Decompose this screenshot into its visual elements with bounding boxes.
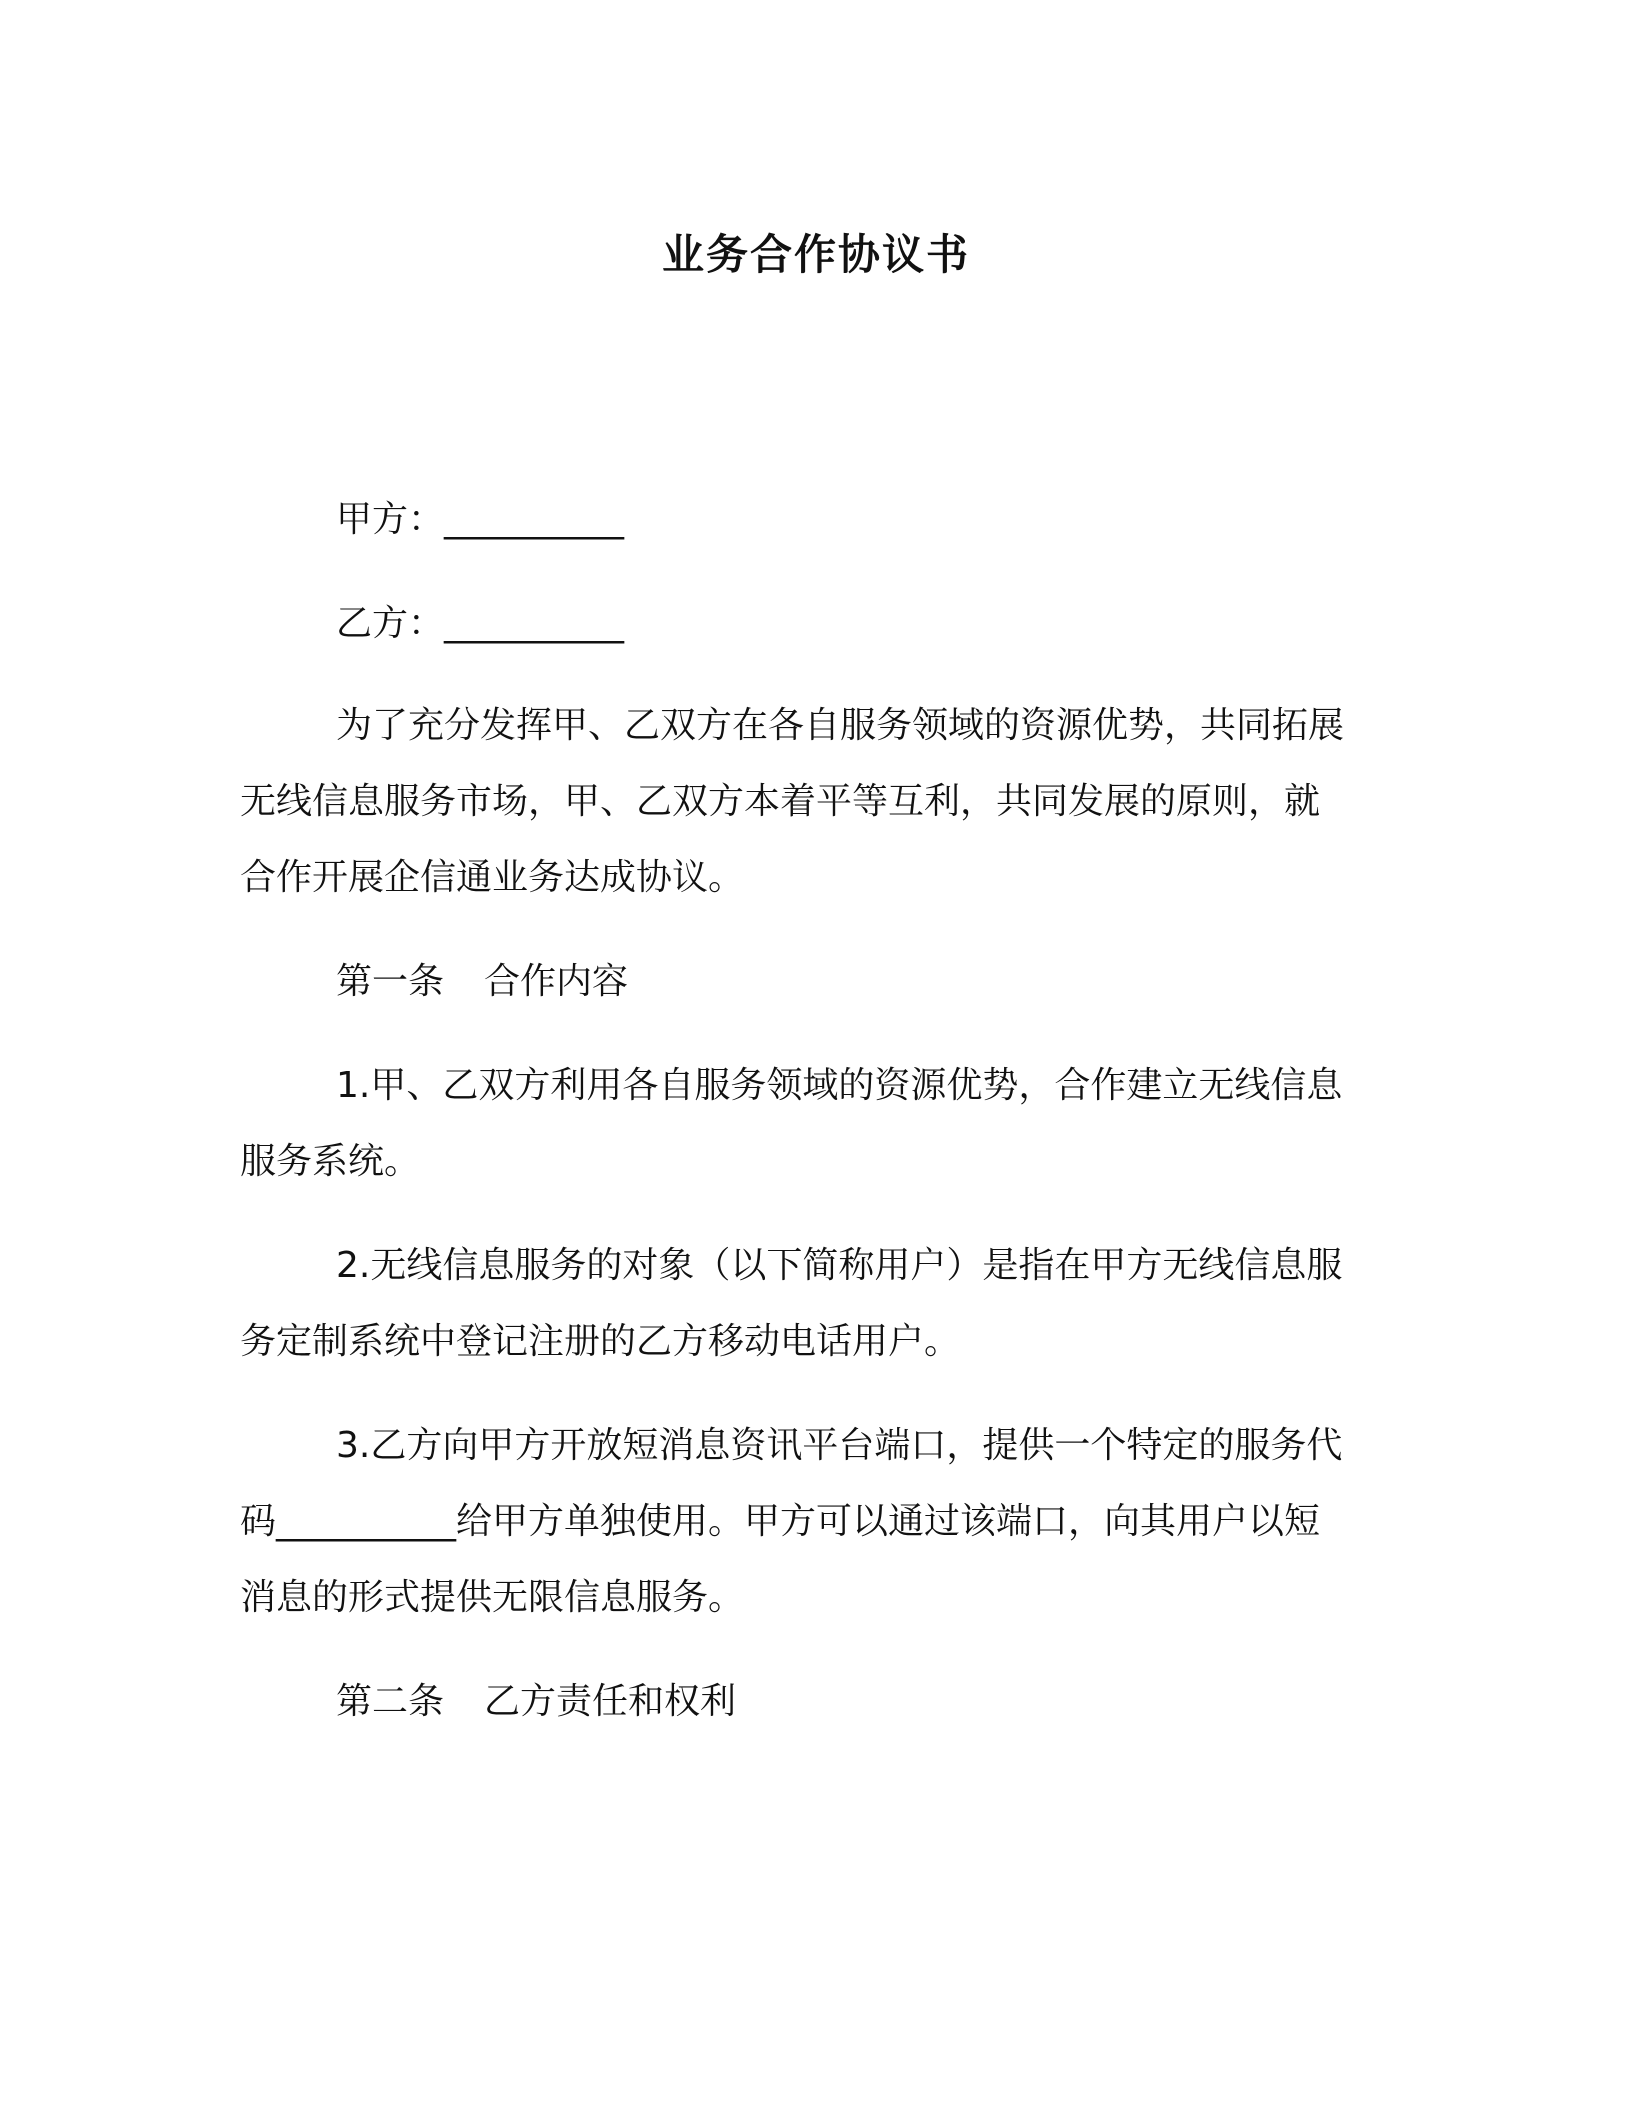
party-b-line: 乙方：__________ xyxy=(336,603,625,644)
clause-2-line: 2.无线信息服务的对象（以下简称用户）是指在甲方无线信息服 xyxy=(336,1245,1343,1286)
article-number: 第一条 xyxy=(336,961,445,1002)
article-number: 第二条 xyxy=(336,1681,445,1722)
clause-1-line: 服务系统。 xyxy=(240,1141,421,1182)
preamble-line: 合作开展企信通业务达成协议。 xyxy=(240,857,745,898)
clause-2-line: 务定制系统中登记注册的乙方移动电话用户。 xyxy=(240,1321,961,1362)
clause-1-line: 1.甲、乙双方利用各自服务领域的资源优势，合作建立无线信息 xyxy=(336,1065,1343,1106)
preamble-line: 无线信息服务市场，甲、乙双方本着平等互利，共同发展的原则，就 xyxy=(240,781,1321,822)
article-1-heading xyxy=(336,958,1486,1006)
clause-3-line: 消息的形式提供无限信息服务。 xyxy=(240,1577,745,1618)
document-title: 业务合作协议书 xyxy=(661,230,970,279)
preamble-line: 为了充分发挥甲、乙双方在各自服务领域的资源优势，共同拓展 xyxy=(336,705,1345,746)
clause-3-line: 3.乙方向甲方开放短消息资讯平台端口，提供一个特定的服务代 xyxy=(336,1425,1343,1466)
article-title: 乙方责任和权利 xyxy=(484,1681,737,1722)
article-title: 合作内容 xyxy=(484,961,629,1002)
party-a-line: 甲方：__________ xyxy=(336,499,625,540)
clause-3-line: 码__________给甲方单独使用。甲方可以通过该端口，向其用户以短 xyxy=(240,1501,1321,1542)
article-2-heading xyxy=(336,1678,1486,1726)
